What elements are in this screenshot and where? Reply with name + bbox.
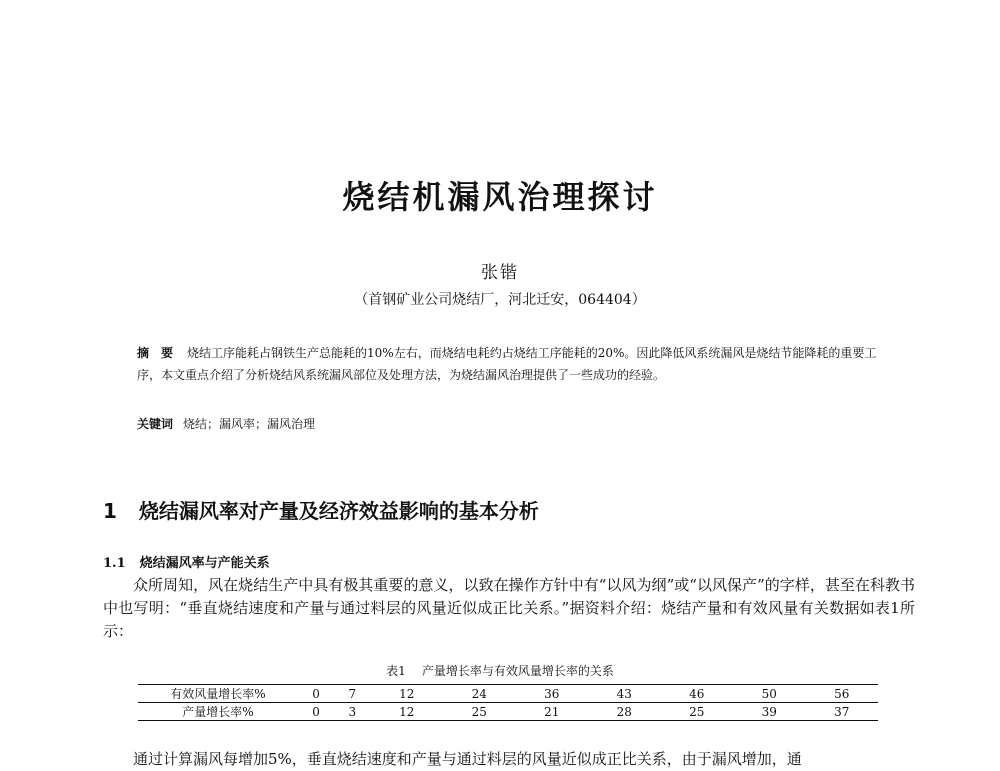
table-cell: 12 bbox=[371, 685, 444, 703]
table-cell: 56 bbox=[806, 685, 879, 703]
table-title: 产量增长率与有效风量增长率的关系 bbox=[421, 664, 614, 678]
table-cell: 43 bbox=[588, 685, 661, 703]
subsection-title: 烧结漏风率与产能关系 bbox=[139, 556, 270, 571]
body-paragraph-continued: 通过计算漏风每增加5%，垂直烧结速度和产量与通过料层的风量近似成正比关系，由于漏风增加，通 bbox=[133, 750, 802, 768]
table-row bbox=[138, 703, 878, 721]
table-cell: 7 bbox=[334, 685, 370, 703]
table-row bbox=[138, 685, 878, 703]
table-cell: 0 bbox=[298, 685, 334, 703]
keywords-label: 关键词 bbox=[137, 417, 174, 431]
keywords bbox=[137, 414, 897, 434]
author-affiliation: （首钢矿业公司烧结厂，河北迁安，064404） bbox=[354, 292, 646, 308]
table-number: 表1 bbox=[386, 664, 406, 678]
body-paragraph: 众所周知，风在烧结生产中具有极其重要的意义，以致在操作方针中有“以风为纲”或“以风保产”的字样，甚至在科教书中也写明：“垂直烧结速度和产量与通过料层的风量近似成正比关系。”据资料介绍：烧结产量和有效风量有关数据如表1所示： bbox=[103, 576, 915, 640]
section-heading bbox=[103, 495, 539, 524]
table-cell: 25 bbox=[471, 704, 487, 719]
table-cell: 12 bbox=[399, 704, 415, 719]
table-cell: 36 bbox=[516, 685, 589, 703]
table-caption bbox=[0, 662, 1000, 679]
abstract-label: 摘 要 bbox=[137, 346, 174, 360]
row-label: 有效风量增长率% bbox=[138, 685, 298, 703]
table-cell: 0 bbox=[312, 704, 320, 719]
paper-title: 烧结机漏风治理探讨 bbox=[342, 178, 658, 216]
section-title: 烧结漏风率对产量及经济效益影响的基本分析 bbox=[138, 499, 539, 523]
table-cell: 39 bbox=[761, 704, 777, 719]
data-table bbox=[138, 684, 878, 721]
table-cell: 46 bbox=[661, 685, 734, 703]
section-number: 1 bbox=[103, 499, 117, 523]
abstract-text: 烧结工序能耗占钢铁生产总能耗的10%左右，而烧结电耗约占烧结工序能耗的20%。因此降低风系统漏风是烧结节能降耗的重要工序，本文重点介绍了分析烧结风系统漏风部位及处理方法，为烧结漏风治理提供了一些成功的经验。 bbox=[137, 346, 877, 382]
table-cell: 28 bbox=[616, 704, 632, 719]
subsection-number: 1.1 bbox=[103, 556, 126, 571]
subsection-heading bbox=[103, 552, 270, 571]
table-cell: 3 bbox=[348, 704, 357, 719]
row-label: 产量增长率% bbox=[182, 705, 254, 719]
table-cell: 21 bbox=[544, 704, 560, 719]
abstract bbox=[137, 342, 897, 386]
table-cell: 24 bbox=[443, 685, 516, 703]
author-name: 张锴 bbox=[481, 263, 519, 283]
table-cell: 50 bbox=[733, 685, 806, 703]
keywords-text: 烧结；漏风率；漏风治理 bbox=[183, 417, 316, 431]
table-cell: 25 bbox=[689, 704, 705, 719]
table-cell: 37 bbox=[834, 704, 850, 719]
